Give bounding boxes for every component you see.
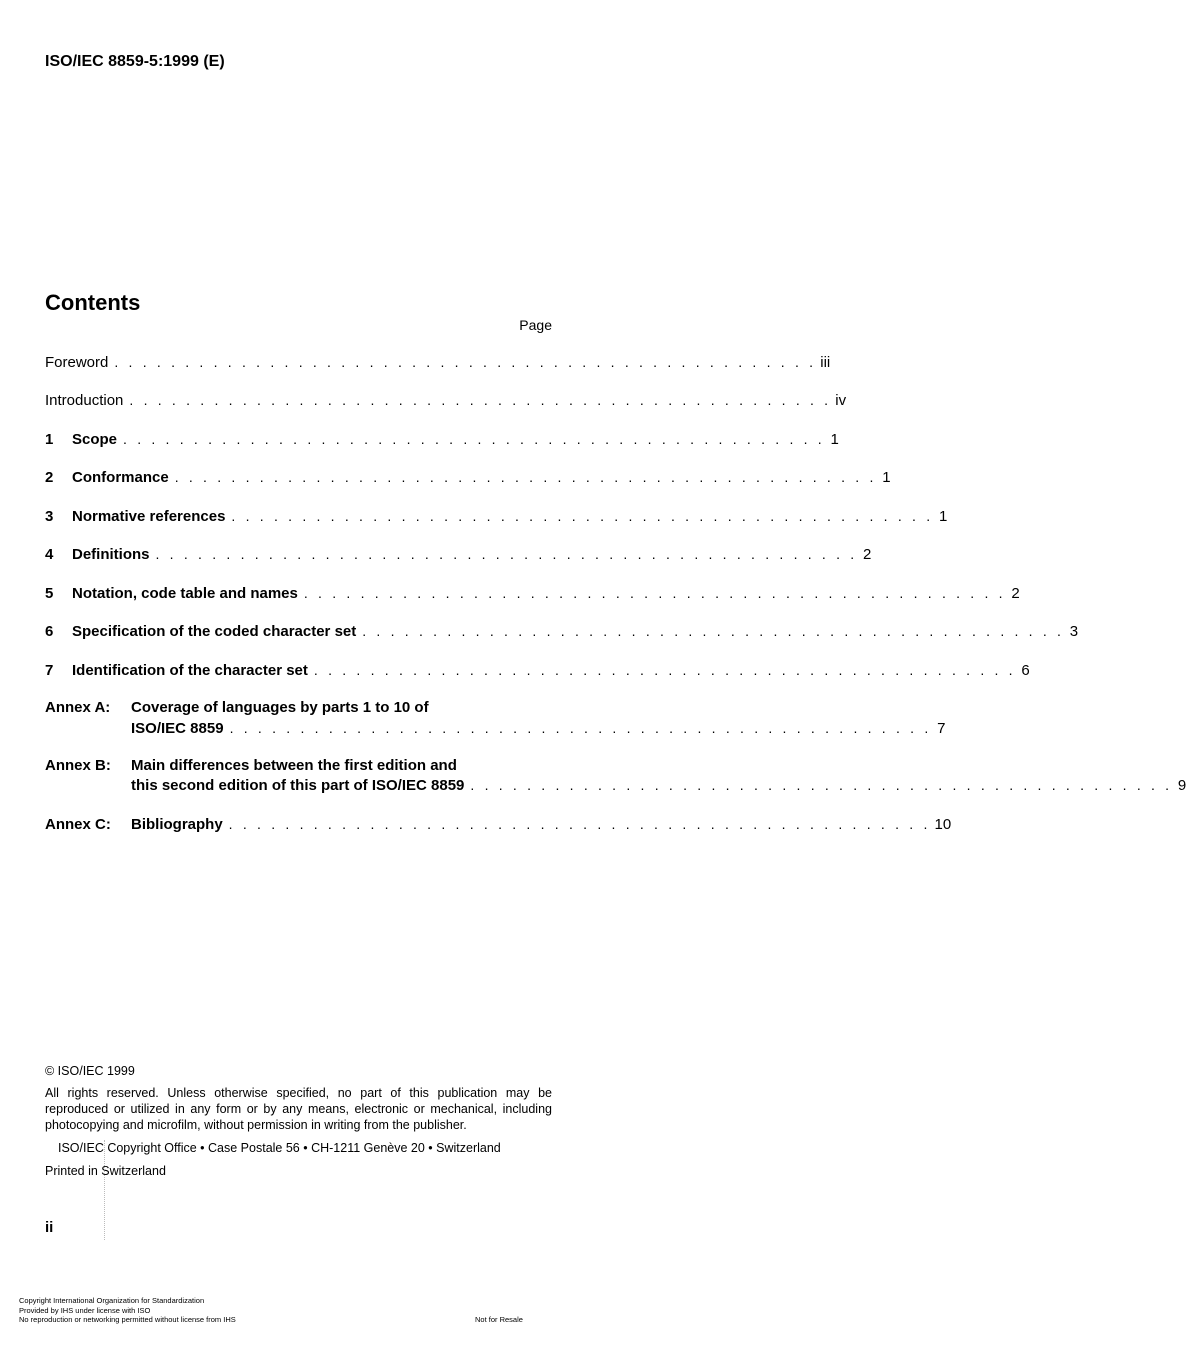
not-for-resale-note: Not for Resale [475, 1315, 523, 1324]
footer-line: No reproduction or networking permitted without license from IHS [19, 1315, 236, 1324]
toc-entry-page: iii [820, 354, 831, 371]
toc-entry-page: 10 [934, 816, 952, 833]
rights-statement: All rights reserved. Unless otherwise specified, no part of this publication may be reproduced or utilized in any form or by any means, electronic or mechanical, including photocopying and microfilm, without permission in writing from the publisher. [45, 1086, 552, 1132]
dot-leader: . . . . . . . . . . . . . . . . . . . . . . . . . . . . . . . . . . . . . . . . . . . . . . . . . . [123, 431, 825, 447]
dot-leader: . . . . . . . . . . . . . . . . . . . . . . . . . . . . . . . . . . . . . . . . . . . . . . . . . . [229, 720, 932, 736]
dot-leader: . . . . . . . . . . . . . . . . . . . . . . . . . . . . . . . . . . . . . . . . . . . . . . . . . . [362, 623, 1065, 639]
annex-label: Annex A: [45, 699, 111, 716]
toc-entry-number: 6 [45, 623, 54, 640]
contents-title: Contents [45, 290, 141, 315]
toc-entry-title: Conformance [72, 469, 169, 486]
toc-entry-conformance[interactable] [45, 466, 891, 488]
toc-entry-title: Definitions [72, 546, 150, 563]
annex-label: Annex B: [45, 757, 111, 774]
toc-entry-page: 1 [882, 469, 891, 486]
dot-leader: . . . . . . . . . . . . . . . . . . . . . . . . . . . . . . . . . . . . . . . . . . . . . . . . . . [303, 585, 1006, 601]
toc-entry-title: ISO/IEC 8859 [131, 720, 224, 737]
toc-entry-number: 2 [45, 469, 54, 486]
dot-leader: . . . . . . . . . . . . . . . . . . . . . . . . . . . . . . . . . . . . . . . . . . . . . . . . . . [129, 392, 832, 408]
dot-leader: . . . . . . . . . . . . . . . . . . . . . . . . . . . . . . . . . . . . . . . . . . . . . . . . . . [114, 354, 817, 370]
toc-entry-title: this second edition of this part of ISO/IEC 8859 [131, 777, 465, 794]
toc-annex-a-line2[interactable] [45, 717, 946, 739]
toc-entry-identification[interactable] [45, 659, 1030, 681]
toc-entry-notation[interactable] [45, 582, 1020, 604]
toc-entry-definitions[interactable] [45, 543, 872, 565]
toc-entry-page: iv [835, 392, 847, 409]
toc-entry-title: Notation, code table and names [72, 585, 298, 602]
dot-leader: . . . . . . . . . . . . . . . . . . . . . . . . . . . . . . . . . . . . . . . . . . . . . . . . . . [228, 816, 931, 832]
license-footer [19, 1296, 236, 1325]
toc-entry-number: 7 [45, 662, 54, 679]
page-column-label: Page [519, 317, 552, 333]
toc-entry-title: Introduction [45, 392, 124, 409]
toc-entry-page: 9 [1177, 777, 1186, 794]
toc-entry-page: 2 [1011, 585, 1020, 602]
dot-leader: . . . . . . . . . . . . . . . . . . . . . . . . . . . . . . . . . . . . . . . . . . . . . . . . . . [174, 469, 877, 485]
toc-entry-number: 4 [45, 546, 54, 563]
toc-annex-a-line1[interactable] [45, 697, 552, 719]
toc-entry-title: Foreword [45, 354, 109, 371]
toc-entry-page: 1 [830, 431, 839, 448]
toc-entry-number: 1 [45, 431, 54, 448]
toc-entry-normative-references[interactable] [45, 505, 948, 527]
dot-leader: . . . . . . . . . . . . . . . . . . . . . . . . . . . . . . . . . . . . . . . . . . . . . . . . . . [470, 777, 1173, 793]
dot-leader: . . . . . . . . . . . . . . . . . . . . . . . . . . . . . . . . . . . . . . . . . . . . . . . . . . [313, 662, 1016, 678]
toc-entry-page: 1 [938, 508, 948, 525]
toc-entry-page: 2 [863, 546, 872, 563]
dot-leader: . . . . . . . . . . . . . . . . . . . . . . . . . . . . . . . . . . . . . . . . . . . . . . . . . . [231, 508, 934, 524]
toc-entry-foreword[interactable] [45, 351, 831, 373]
toc-entry-title: Coverage of languages by parts 1 to 10 of [131, 699, 429, 716]
scan-artifact-line [104, 1140, 105, 1240]
document-id-header: ISO/IEC 8859-5:1999 (E) [45, 53, 225, 70]
toc-annex-b-line2[interactable] [45, 774, 1186, 796]
toc-entry-number: 5 [45, 585, 54, 602]
toc-entry-title: Normative references [72, 508, 226, 525]
toc-entry-page: 6 [1021, 662, 1030, 679]
toc-entry-title: Bibliography [131, 816, 223, 833]
toc-entry-title: Main differences between the first edition and [131, 757, 457, 774]
toc-entry-title: Identification of the character set [72, 662, 308, 679]
toc-entry-scope[interactable] [45, 428, 839, 450]
dot-leader: . . . . . . . . . . . . . . . . . . . . . . . . . . . . . . . . . . . . . . . . . . . . . . . . . . [155, 546, 858, 562]
footer-line: Provided by IHS under license with ISO [19, 1305, 151, 1315]
copyright-office-address: ISO/IEC Copyright Office • Case Postale 56 • CH-1211 Genève 20 • Switzerland [58, 1141, 501, 1155]
toc-entry-page: 3 [1069, 623, 1079, 640]
toc-entry-title: Scope [72, 431, 118, 448]
toc-entry-specification[interactable] [45, 620, 1079, 642]
toc-entry-page: 7 [937, 720, 946, 737]
toc-annex-c[interactable] [45, 813, 952, 835]
toc-entry-number: 3 [45, 508, 54, 525]
copyright-line: © ISO/IEC 1999 [45, 1064, 135, 1078]
annex-label: Annex C: [45, 816, 111, 833]
page-number: ii [45, 1219, 54, 1236]
toc-entry-title: Specification of the coded character set [72, 623, 357, 640]
footer-line: Copyright International Organization for Standardization [19, 1296, 205, 1305]
printed-in: Printed in Switzerland [45, 1164, 166, 1178]
toc-entry-introduction[interactable] [45, 389, 847, 411]
